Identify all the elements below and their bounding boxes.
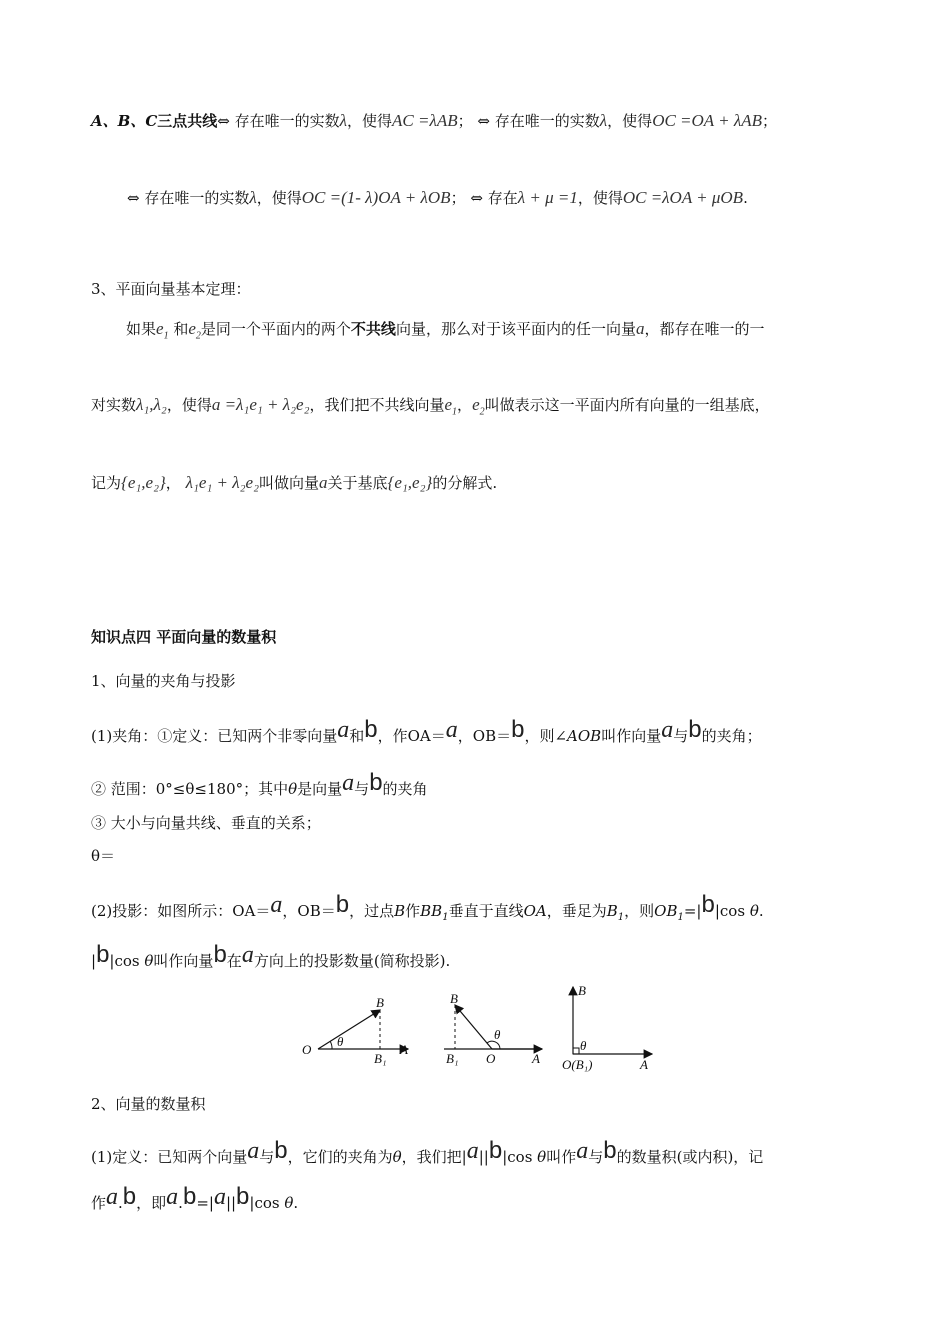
eq-ac: AC =λAB — [392, 111, 458, 130]
text: ，即 — [136, 1194, 167, 1212]
label-theta: θ — [580, 1038, 587, 1053]
vector-a: a — [270, 892, 283, 918]
text: ，则∠ — [524, 727, 568, 745]
text: || — [225, 1194, 237, 1212]
vector-a: a — [576, 1138, 589, 1164]
basis-set: {e₁,e₂} — [121, 473, 166, 492]
basis-line-1 — [126, 318, 764, 347]
text: 与 — [259, 1148, 275, 1166]
text: 和 — [349, 727, 365, 745]
text: ； — [450, 189, 466, 207]
text: 存在唯一的实数 — [144, 189, 250, 207]
text: 如果 — [126, 320, 157, 338]
label-a: A — [640, 1057, 648, 1072]
vector-a: a — [241, 942, 254, 968]
text: 是向量 — [297, 780, 343, 798]
subsection-dot-product: 2、向量的数量积 — [91, 1095, 206, 1113]
text: ，都存在唯一的一 — [644, 320, 765, 338]
vector-a: a — [635, 319, 645, 338]
eq-oc-2: OC =(1- λ)OA + λOB — [301, 188, 451, 207]
eq-oc-3: OC =λOA + μOB — [622, 188, 744, 207]
vector-b: b — [688, 716, 702, 743]
text: ，我们把不共线向量 — [309, 396, 445, 414]
vector-b: b — [364, 716, 378, 743]
text: 在 — [226, 952, 242, 970]
vector-a: a — [466, 1138, 479, 1164]
vector-a: a — [166, 1184, 179, 1210]
colinear-line-2 — [127, 187, 748, 209]
label-b1: B₁ — [374, 1051, 387, 1066]
projection-line-2 — [91, 941, 451, 972]
label-theta: θ — [494, 1027, 501, 1042]
projection-figure-obtuse — [440, 983, 550, 1077]
subsection-angle: 1、向量的夹角与投影 — [91, 672, 236, 690]
text: ② 范围：0°≤θ≤180°；其中 — [91, 780, 289, 798]
iff-symbol: ⇔ — [470, 189, 483, 207]
text: (1)夹角：①定义：已知两个非零向量 — [91, 727, 338, 745]
theta: θ — [284, 1194, 294, 1212]
vector-a: a — [445, 717, 458, 743]
vector-b: b — [603, 1137, 617, 1164]
label-o-b1: O(B₁) — [562, 1057, 593, 1072]
label-o: O — [302, 1042, 312, 1057]
vector-b: b — [701, 891, 715, 918]
vector-b: b — [274, 1137, 288, 1164]
text: 存在唯一的实数 — [234, 112, 340, 130]
iff-symbol: ⇔ — [477, 112, 490, 130]
text: ，它们的夹角为 — [287, 1148, 393, 1166]
bb1: $BB_1$ — [420, 902, 449, 923]
vector-a: a — [247, 1138, 260, 1164]
colinear-line-1 — [91, 110, 777, 132]
vector-b: b — [213, 941, 227, 968]
vector-a: a — [342, 770, 355, 796]
vector-b: b — [488, 1137, 503, 1164]
text: =| — [196, 1194, 214, 1212]
label-o: O — [486, 1051, 496, 1066]
colinear-points: A、B、C — [91, 112, 158, 130]
text: ，垂足为 — [546, 902, 607, 920]
text: 的夹角 — [382, 780, 428, 798]
text: 关于基底 — [327, 474, 388, 492]
ob1: $OB_1$ — [654, 902, 684, 923]
theta: θ — [392, 1148, 402, 1166]
angle-size: ③ 大小与向量共线、垂直的关系； — [91, 814, 321, 832]
vector-b: b — [369, 769, 383, 796]
text: . — [178, 1194, 183, 1212]
label-b: B — [578, 983, 586, 998]
theta: θ — [749, 902, 759, 920]
decomp-expr: λ₁e₁ + λ₂e₂ — [185, 473, 260, 492]
text: ，使得 — [347, 112, 393, 130]
theta-eq: θ＝ — [91, 847, 116, 865]
text: 与 — [354, 780, 370, 798]
oa: OA — [523, 902, 547, 920]
text: (1)定义：已知两个向量 — [91, 1148, 248, 1166]
text: 的分解式. — [432, 474, 498, 492]
text: 叫作向量 — [153, 952, 214, 970]
text: 记为 — [91, 474, 122, 492]
text: . — [758, 902, 764, 920]
decomp-eq: a =λ₁e₁ + λ₂e₂ — [211, 395, 310, 414]
vector-b: b — [96, 941, 110, 968]
dot-def-1 — [91, 1137, 764, 1168]
text: 叫做向量 — [259, 474, 320, 492]
vector-b: b — [236, 1183, 250, 1210]
text: 方向上的投影数量(简称投影). — [253, 952, 451, 970]
vector-ob-line — [318, 1010, 380, 1049]
text: 的夹角； — [701, 727, 762, 745]
basis-heading: 3、平面向量基本定理： — [91, 280, 251, 298]
text: ； — [457, 112, 473, 130]
text: |cos — [109, 952, 140, 970]
b1: $B_1$ — [606, 902, 625, 923]
angle-def — [91, 716, 762, 747]
text: . — [118, 1194, 123, 1212]
vector-ob-line — [455, 1005, 492, 1049]
text: ， — [457, 396, 473, 414]
text: ，则 — [624, 902, 655, 920]
text: 作 — [91, 1194, 107, 1212]
text: 垂直于直线 — [448, 902, 524, 920]
lambdas: λ₁,λ₂ — [136, 395, 167, 414]
iff-symbol: ⇔ — [217, 112, 230, 130]
label-a: A — [400, 1042, 408, 1057]
label-b1: B₁ — [446, 1051, 459, 1066]
text: |cos — [502, 1148, 533, 1166]
text: ，使得 — [166, 396, 212, 414]
colinear-title: 三点共线 — [157, 112, 218, 130]
vector-a: a — [337, 717, 350, 743]
vector-b: b — [511, 716, 525, 743]
text: ，过点 — [349, 902, 395, 920]
text: ，OB＝ — [282, 902, 336, 920]
text: 存在 — [487, 189, 518, 207]
lambda: λ — [599, 111, 608, 130]
aob: AOB — [567, 727, 602, 745]
text: 是同一个平面内的两个 — [200, 320, 351, 338]
angle-range — [91, 769, 428, 800]
text: 的数量积(或内积)，记 — [616, 1148, 764, 1166]
text: (2)投影：如图所示：OA＝ — [91, 902, 271, 920]
text: ，使得 — [607, 112, 653, 130]
projection-figure-right — [560, 983, 660, 1082]
text: 和 — [173, 320, 189, 338]
text: . — [293, 1194, 299, 1212]
text: |cos — [249, 1194, 280, 1212]
vector-b: b — [122, 1183, 137, 1210]
text: |cos — [714, 902, 746, 920]
label-b: B — [450, 991, 458, 1006]
label-b: B — [376, 995, 384, 1010]
lambda: λ — [249, 188, 257, 207]
text: ，我们把| — [401, 1148, 467, 1166]
point-b: B — [394, 902, 406, 920]
text: 叫作向量 — [601, 727, 662, 745]
section-heading: 知识点四 平面向量的数量积 — [91, 628, 277, 646]
text: 向量，那么对于该平面内的任一向量 — [395, 320, 636, 338]
e2: $e_2$ — [472, 395, 485, 418]
basis-line-2 — [91, 394, 770, 423]
eq-oc-1: OC =OA + λAB — [652, 111, 762, 130]
vector-a: a — [213, 1184, 226, 1210]
text: 叫做表示这一平面内所有向量的一组基底， — [484, 396, 770, 414]
text: ， — [165, 474, 181, 492]
noncollinear: 不共线 — [350, 320, 396, 338]
vector-a: a — [106, 1184, 119, 1210]
text: ，OB＝ — [457, 727, 512, 745]
cond: λ + μ =1 — [517, 188, 578, 207]
basis-set: {e₁,e₂} — [387, 473, 433, 492]
label-theta: θ — [337, 1034, 344, 1049]
theta: θ — [288, 780, 298, 798]
e1: $e_1$ — [444, 395, 458, 418]
e1: $e_1$ — [156, 319, 169, 342]
projection-line-1 — [91, 891, 764, 929]
text: ； — [761, 112, 777, 130]
text: | — [91, 952, 97, 970]
text: 与 — [673, 727, 689, 745]
theta: θ — [144, 952, 154, 970]
text: ，使得 — [577, 189, 623, 207]
vector-a: a — [661, 717, 674, 743]
text: 与 — [588, 1148, 604, 1166]
basis-line-3 — [91, 472, 497, 494]
text: ，使得 — [256, 189, 302, 207]
lambda: λ — [339, 111, 348, 130]
text: || — [478, 1148, 489, 1166]
vector-b: b — [182, 1183, 197, 1210]
text: =| — [683, 902, 702, 920]
e2: $e_2$ — [188, 319, 201, 342]
text: ，作OA＝ — [377, 727, 446, 745]
projection-figure-acute — [300, 983, 425, 1077]
iff-symbol: ⇔ — [127, 189, 140, 207]
text: 存在唯一的实数 — [494, 112, 600, 130]
label-a: A — [532, 1051, 540, 1066]
vector-a: a — [319, 473, 328, 492]
vector-b: b — [335, 891, 350, 918]
theta: θ — [537, 1148, 547, 1166]
dot-def-2 — [91, 1183, 299, 1214]
text: 对实数 — [91, 396, 137, 414]
text: 叫作 — [546, 1148, 577, 1166]
text: 作 — [405, 902, 421, 920]
text: . — [743, 189, 748, 207]
